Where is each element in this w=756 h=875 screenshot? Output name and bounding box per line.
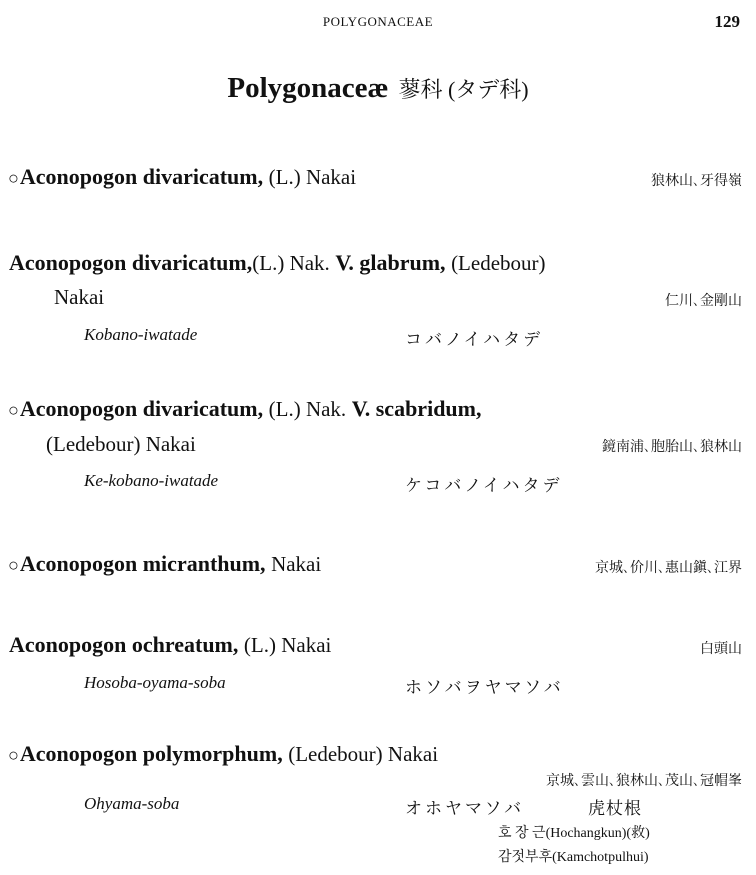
genus-name: Aconopogon <box>9 632 127 657</box>
illustrated-marker: ○ <box>8 400 19 420</box>
species-epithet: ochreatum, <box>131 632 239 657</box>
species-entry-3 <box>8 396 482 422</box>
species-entry-2 <box>8 250 546 276</box>
illustrated-marker: ○ <box>8 555 19 575</box>
genus-name: Aconopogon <box>19 741 138 766</box>
author-citation: (L.) Nak. <box>268 397 347 421</box>
localities: 京城､雲山､狼林山､茂山､冠帽峯 <box>546 774 742 789</box>
species-entry-6 <box>8 741 438 767</box>
genus-name: Aconopogon <box>19 396 138 421</box>
localities: 京城､价川､惠山鎭､江界 <box>595 561 742 576</box>
genus-name: Aconopogon <box>19 164 138 189</box>
species-epithet: divaricatum, <box>131 250 253 275</box>
illustrated-marker: ○ <box>8 168 19 188</box>
variety-marker: V. <box>335 250 354 275</box>
kana-name: ホソバヲヤマソバ <box>405 678 564 697</box>
page-number: 129 <box>714 12 740 31</box>
korean-name: 호 장 근(Hochangkun)(救) <box>498 826 650 841</box>
species-epithet: polymorphum, <box>142 741 283 766</box>
family-japanese-name: 蓼科 (タデ科) <box>398 77 529 102</box>
variety-epithet: scabridum, <box>375 396 482 421</box>
author-citation: (L.) Nak. <box>252 251 330 275</box>
author-citation: (L.) Nakai <box>243 633 332 657</box>
kana-name: オホヤマソバ <box>405 799 525 818</box>
species-entry-1 <box>8 164 356 190</box>
species-entry-5 <box>8 632 331 658</box>
kana-name: コバノイハタデ <box>405 330 544 349</box>
variety-marker: V. <box>351 396 371 421</box>
korean-name: 감젓부후(Kamchotpulhui) <box>498 850 649 865</box>
kana-name: ケコバノイハタデ <box>405 476 563 495</box>
species-epithet: divaricatum, <box>142 396 264 421</box>
family-heading <box>0 72 756 105</box>
romaji-name: Kobano-iwatade <box>84 325 198 344</box>
running-title: POLYGONACEAE <box>322 14 434 29</box>
species-entry-4 <box>8 551 321 577</box>
author-citation: (L.) Nakai <box>268 165 357 189</box>
species-epithet: micranthum, <box>142 551 266 576</box>
localities: 白頭山 <box>700 642 742 657</box>
author-continuation: (Ledebour) Nakai <box>46 432 196 456</box>
chinese-drug-name: 虎杖根 <box>588 799 642 818</box>
family-latin-name: Polygonaceæ <box>227 72 389 104</box>
author-continuation: Nakai <box>54 285 105 309</box>
romaji-name: Hosoba-oyama-soba <box>84 673 226 692</box>
variety-author: (Ledebour) <box>451 251 546 275</box>
author-citation: (Ledebour) Nakai <box>288 742 439 766</box>
romaji-name: Ke-kobano-iwatade <box>84 471 219 490</box>
genus-name: Aconopogon <box>9 250 127 275</box>
localities: 鏡南浦､胞胎山､狼林山 <box>602 440 742 455</box>
illustrated-marker: ○ <box>8 745 19 765</box>
localities: 仁川､金剛山 <box>665 294 742 309</box>
author-citation: Nakai <box>271 552 322 576</box>
genus-name: Aconopogon <box>19 551 138 576</box>
romaji-name: Ohyama-soba <box>84 794 180 813</box>
localities: 狼林山､牙得嶺 <box>651 174 742 189</box>
variety-epithet: glabrum, <box>359 250 446 275</box>
species-epithet: divaricatum, <box>142 164 264 189</box>
